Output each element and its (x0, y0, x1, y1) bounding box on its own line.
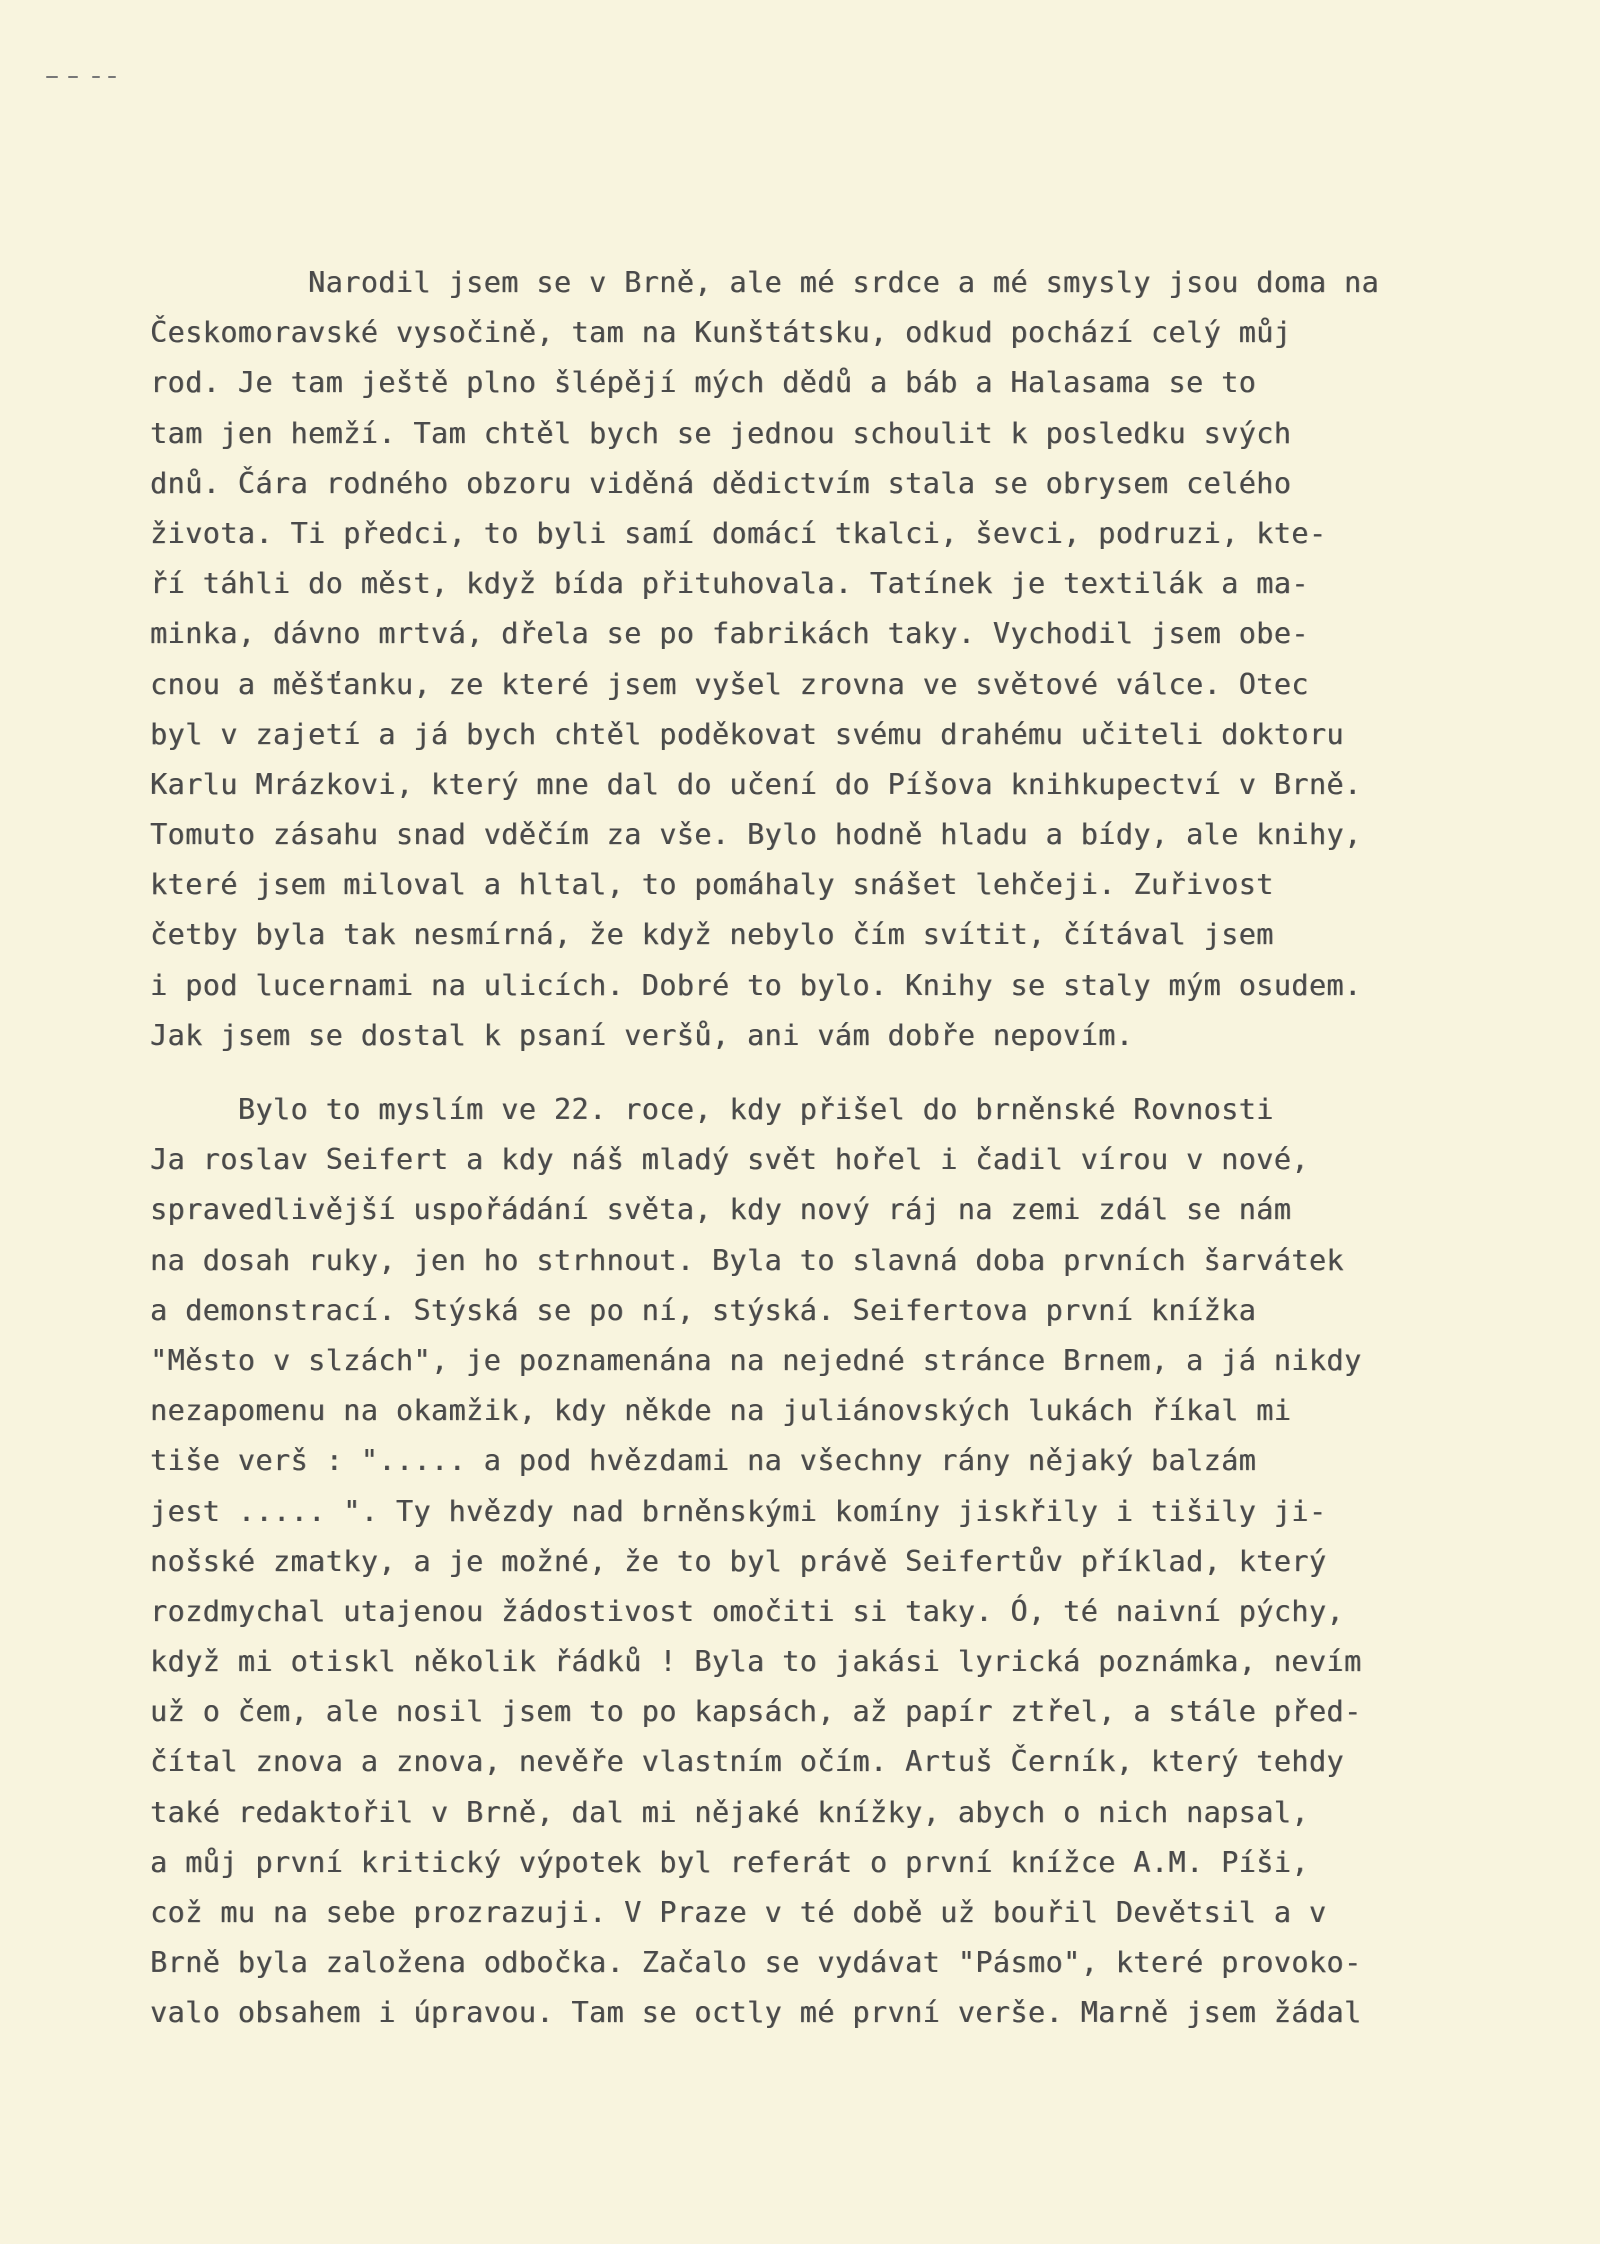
typescript-body (150, 258, 1530, 2039)
corner-ink-mark (46, 74, 146, 80)
text-line: valo obsahem i úpravou. Tam se octly mé první verše. Marně jsem žádal (150, 1996, 1362, 2030)
text-line: a demonstrací. Stýská se po ní, stýská. Seifertova první knížka (150, 1293, 1257, 1327)
text-line: rod. Je tam ještě plno šlépějí mých dědů a báb a Halasama se to (150, 366, 1257, 400)
text-line: už o čem, ale nosil jsem to po kapsách, až papír ztřel, a stále před- (150, 1695, 1362, 1729)
text-line: jest ..... ". Ty hvězdy nad brněnskými komíny jiskřily i tišily ji- (150, 1494, 1327, 1528)
text-line: čítal znova a znova, nevěře vlastním očím. Artuš Černík, který tehdy (150, 1745, 1344, 1779)
text-line: Karlu Mrázkovi, který mne dal do učení do Píšova knihkupectví v Brně. (150, 767, 1362, 801)
text-line: četby byla tak nesmírná, že když nebylo čím svítit, čítával jsem (150, 918, 1274, 952)
text-line: Tomuto zásahu snad vděčím za vše. Bylo hodně hladu a bídy, ale knihy, (150, 818, 1362, 852)
text-line: také redaktořil v Brně, dal mi nějaké knížky, abych o nich napsal, (150, 1795, 1309, 1829)
text-line: Brně byla založena odbočka. Začalo se vydávat "Pásmo", které provoko- (150, 1946, 1362, 1980)
paragraph-1 (150, 258, 1530, 1061)
paragraph-gap (150, 1061, 1530, 1085)
text-line: tiše verš : "..... a pod hvězdami na všechny rány nějaký balzám (150, 1444, 1257, 1478)
text-line: dnů. Čára rodného obzoru viděná dědictvím stala se obrysem celého (150, 466, 1292, 500)
text-line: života. Ti předci, to byli samí domácí tkalci, ševci, podruzi, kte- (150, 516, 1327, 550)
text-line: spravedlivější uspořádání světa, kdy nový ráj na zemi zdál se nám (150, 1193, 1292, 1227)
text-line: což mu na sebe prozrazuji. V Praze v té době už bouřil Devětsil a v (150, 1896, 1327, 1929)
paragraph-2 (150, 1085, 1530, 2039)
text-line: ří táhli do měst, když bída přituhovala. Tatínek je textilák a ma- (150, 567, 1309, 601)
text-line: Narodil jsem se v Brně, ale mé srdce a mé smysly jsou doma na (150, 266, 1380, 299)
text-line: když mi otiskl několik řádků ! Byla to jakási lyrická poznámka, nevím (150, 1645, 1362, 1679)
text-line: nošské zmatky, a je možné, že to byl právě Seifertův příklad, který (150, 1544, 1327, 1578)
text-line: rozdmychal utajenou žádostivost omočiti si taky. Ó, té naivní pýchy, (150, 1594, 1344, 1628)
text-line: i pod lucernami na ulicích. Dobré to bylo. Knihy se staly mým osudem. (150, 968, 1362, 1002)
text-line: minka, dávno mrtvá, dřela se po fabrikách taky. Vychodil jsem obe- (150, 617, 1309, 651)
text-line: a můj první kritický výpotek byl referát o první knížce A.M. Píši, (150, 1845, 1309, 1879)
text-line: Jak jsem se dostal k psaní veršů, ani vám dobře nepovím. (150, 1018, 1134, 1052)
text-line: tam jen hemží. Tam chtěl bych se jednou schoulit k posledku svých (150, 416, 1292, 450)
text-line: Bylo to myslím ve 22. roce, kdy přišel do brněnské Rovnosti (150, 1093, 1274, 1126)
text-line: Ja roslav Seifert a kdy náš mladý svět hořel i čadil vírou v nové, (150, 1143, 1309, 1177)
text-line: cnou a měšťanku, ze které jsem vyšel zrovna ve světové válce. Otec (150, 667, 1309, 701)
text-line: které jsem miloval a hltal, to pomáhaly snášet lehčeji. Zuřivost (150, 868, 1274, 902)
text-line: Českomoravské vysočině, tam na Kunštátsku, odkud pochází celý můj (150, 316, 1292, 350)
text-line: na dosah ruky, jen ho strhnout. Byla to slavná doba prvních šarvátek (150, 1243, 1344, 1277)
text-line: nezapomenu na okamžik, kdy někde na juliánovských lukách říkal mi (150, 1394, 1292, 1428)
text-line: "Město v slzách", je poznamenána na nejedné stránce Brnem, a já nikdy (150, 1343, 1362, 1377)
text-line: byl v zajetí a já bych chtěl poděkovat svému drahému učiteli doktoru (150, 717, 1344, 751)
